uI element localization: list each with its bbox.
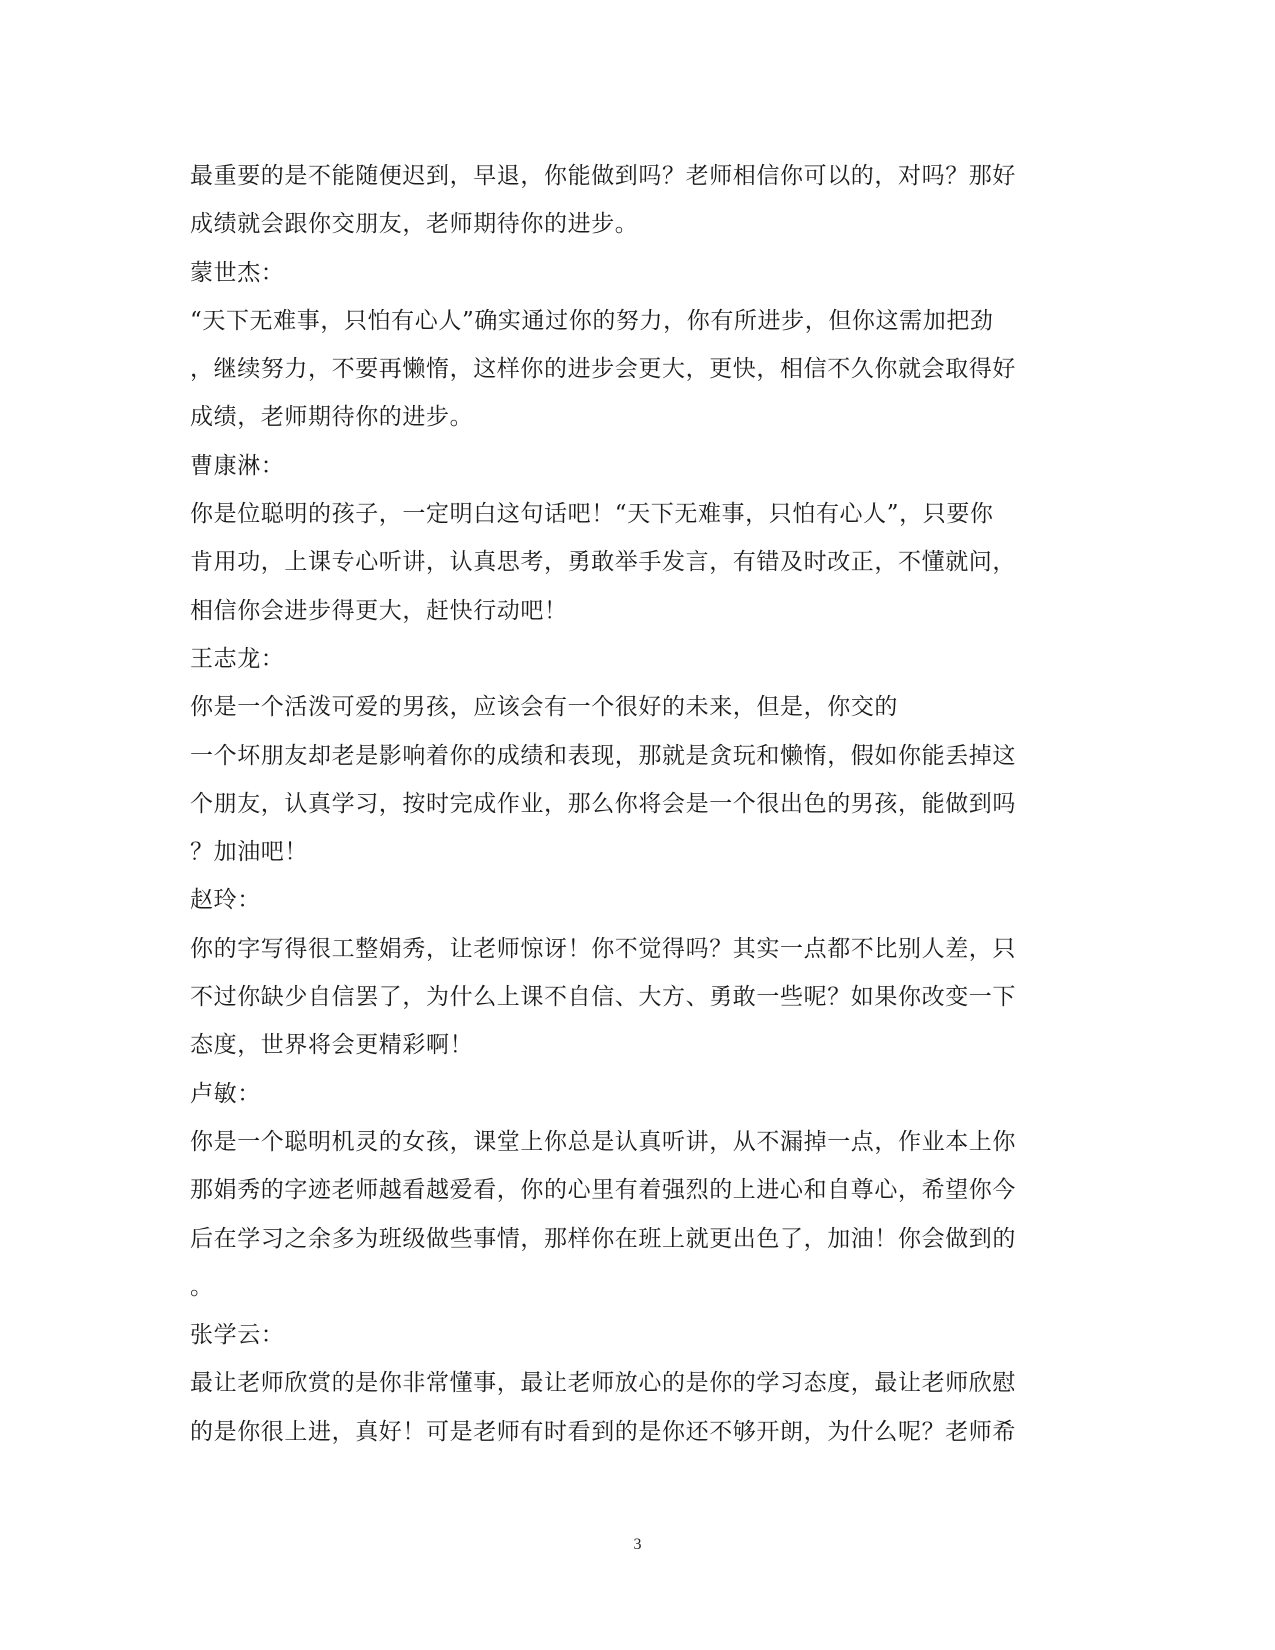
text-line: ？加油吧！ — [190, 839, 308, 866]
text-line: 的是你很上进，真好！可是老师有时看到的是你还不够开朗，为什么呢？老师希 — [190, 1418, 1016, 1445]
page-number: 3 — [633, 1536, 642, 1553]
student-name-heading: 张学云： — [190, 1322, 285, 1349]
text-line: 个朋友，认真学习，按时完成作业，那么你将会是一个很出色的男孩，能做到吗 — [190, 790, 1016, 817]
text-line: ，继续努力，不要再懒惰，这样你的进步会更大，更快，相信不久你就会取得好 — [190, 356, 1016, 383]
student-name-heading: 卢敏： — [190, 1080, 261, 1107]
text-line: 后在学习之余多为班级做些事情，那样你在班上就更出色了，加油！你会做到的 — [190, 1225, 1016, 1252]
text-line: 最重要的是不能随便迟到，早退，你能做到吗？老师相信你可以的，对吗？那好 — [190, 163, 1016, 189]
student-name-heading: 蒙世杰： — [190, 259, 285, 286]
document-body — [190, 152, 1070, 1456]
text-line: 你是位聪明的孩子，一定明白这句话吧！“天下无难事，只怕有心人”，只要你 — [190, 501, 994, 528]
text-line: 成绩就会跟你交朋友，老师期待你的进步。 — [190, 211, 639, 238]
text-line: 不过你缺少自信罢了，为什么上课不自信、大方、勇敢一些呢？如果你改变一下 — [190, 984, 1016, 1011]
student-name-heading: 王志龙： — [190, 645, 285, 672]
text-line: “天下无难事，只怕有心人”确实通过你的努力，你有所进步，但你这需加把劲 — [190, 307, 994, 334]
text-line: 最让老师欣赏的是你非常懂事，最让老师放心的是你的学习态度，最让老师欣慰 — [190, 1370, 1016, 1397]
text-line: 肯用功，上课专心听讲，认真思考，勇敢举手发言，有错及时改正，不懂就问， — [190, 549, 1016, 576]
text-line: 相信你会进步得更大，赶快行动吧！ — [190, 597, 568, 624]
text-line: 你是一个活泼可爱的男孩，应该会有一个很好的未来，但是，你交的 — [190, 694, 898, 721]
text-line: 态度，世界将会更精彩啊！ — [190, 1032, 474, 1059]
text-line: 。 — [190, 1273, 214, 1300]
student-name-heading: 赵玲： — [190, 887, 261, 914]
text-line: 你是一个聪明机灵的女孩，课堂上你总是认真听讲，从不漏掉一点，作业本上你 — [190, 1128, 1016, 1155]
text-line: 一个坏朋友却老是影响着你的成绩和表现，那就是贪玩和懒惰，假如你能丢掉这 — [190, 742, 1016, 769]
text-line: 成绩，老师期待你的进步。 — [190, 404, 474, 431]
student-name-heading: 曹康淋： — [190, 452, 285, 479]
text-line: 那娟秀的字迹老师越看越爱看，你的心里有着强烈的上进心和自尊心，希望你今 — [190, 1177, 1016, 1204]
text-line: 你的字写得很工整娟秀，让老师惊讶！你不觉得吗？其实一点都不比别人差，只 — [190, 935, 1016, 962]
